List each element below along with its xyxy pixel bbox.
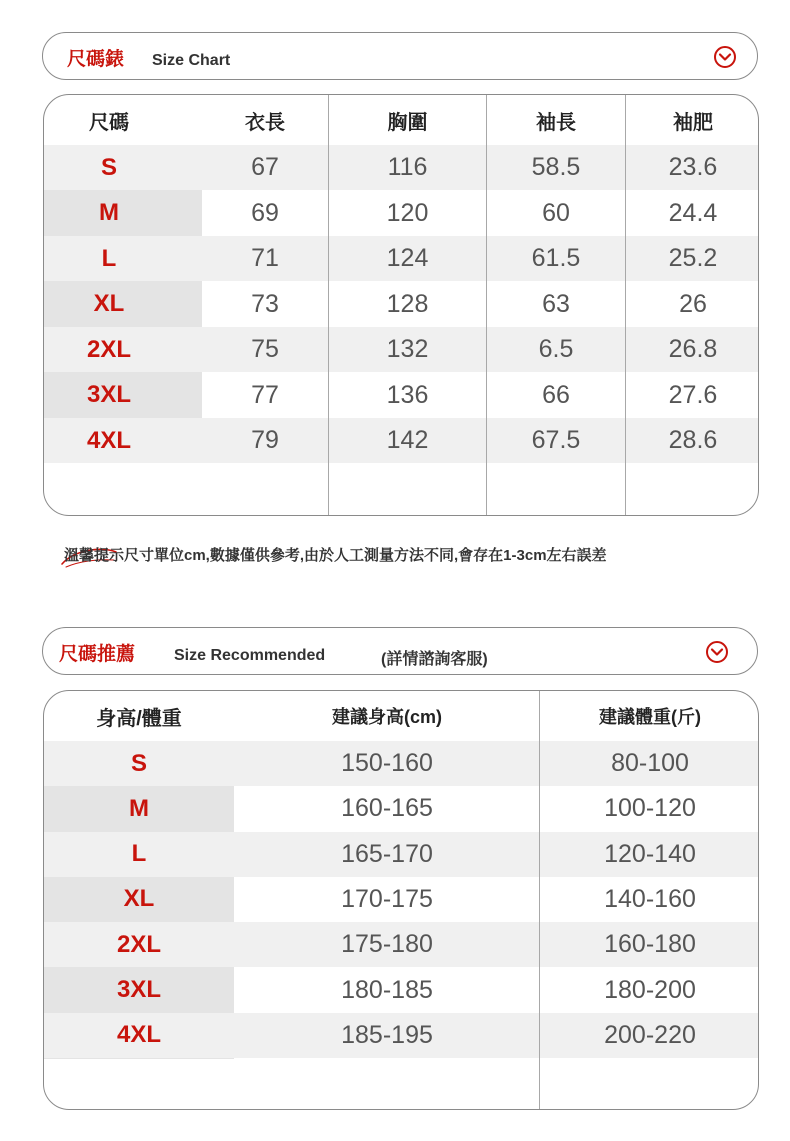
column-header: 袖長	[536, 111, 576, 134]
table-cell: 100-120	[604, 794, 696, 823]
table-cell: 79	[251, 426, 279, 454]
table-cell: 150-160	[341, 749, 433, 777]
table-row	[44, 327, 758, 372]
column-header: 身高/體重	[96, 707, 182, 730]
column-header: 建議身高(cm)	[331, 707, 442, 727]
table-cell: 180-185	[341, 975, 433, 1004]
table-cell: 61.5	[531, 244, 581, 272]
table-cell: 132	[386, 335, 429, 363]
table-cell: 200-220	[604, 1020, 696, 1049]
table-cell: 58.5	[531, 153, 581, 181]
table-cell: 63	[542, 289, 570, 318]
size-label: XL	[123, 885, 155, 913]
table-row	[44, 1013, 758, 1058]
customer-service-note: (詳情諮詢客服)	[381, 651, 488, 668]
size-recommended-title-zh: 尺碼推薦	[59, 644, 136, 665]
table-cell: 25.2	[668, 244, 718, 272]
table-cell: 23.6	[668, 153, 718, 181]
size-label: 2XL	[86, 335, 131, 363]
table-row	[44, 191, 758, 236]
size-label: M	[129, 794, 149, 822]
table-cell: 175-180	[341, 930, 433, 959]
table-cell: 6.5	[538, 335, 574, 363]
table-row	[44, 922, 758, 967]
table-cell: 26.8	[668, 335, 718, 363]
size-label: 4XL	[86, 426, 131, 454]
size-chart-title-zh: 尺碼錶	[67, 49, 125, 70]
table-row	[44, 418, 758, 463]
chevron-down-circle-icon[interactable]	[713, 45, 737, 69]
table-cell: 67	[251, 153, 279, 181]
size-label: 3XL	[116, 976, 161, 1003]
table-cell: 160-180	[604, 930, 696, 959]
size-recommended-header[interactable]	[42, 627, 758, 675]
size-label: M	[99, 199, 119, 226]
size-recommended-table	[43, 690, 759, 1110]
size-label: L	[101, 244, 117, 272]
table-row	[44, 786, 758, 831]
column-divider	[486, 95, 487, 515]
table-cell: 60	[542, 198, 570, 227]
table-cell: 185-195	[341, 1020, 433, 1049]
table-cell: 160-165	[341, 794, 433, 823]
table-cell: 67.5	[531, 426, 581, 454]
table-cell: 27.6	[668, 380, 718, 409]
size-label: S	[100, 153, 117, 181]
size-recommended-title-en: Size Recommended	[174, 647, 326, 664]
table-row	[44, 741, 758, 786]
table-row	[44, 832, 758, 877]
table-cell: 142	[386, 426, 429, 454]
size-label: 4XL	[116, 1021, 161, 1049]
column-header: 建議體重(斤)	[599, 707, 701, 727]
column-divider	[625, 95, 626, 515]
size-chart-table	[43, 94, 759, 516]
table-cell: 124	[386, 244, 429, 272]
column-header: 袖肥	[673, 111, 713, 134]
table-row	[44, 145, 758, 190]
size-chart-title-en: Size Chart	[152, 52, 231, 69]
table-cell: 75	[251, 335, 279, 363]
table-cell: 77	[251, 380, 279, 409]
table-cell: 116	[387, 153, 428, 181]
size-label: 3XL	[86, 381, 131, 408]
table-row	[44, 373, 758, 418]
table-cell: 69	[251, 198, 279, 227]
table-cell: 71	[251, 244, 279, 272]
table-cell: 73	[251, 289, 279, 318]
table-cell: 180-200	[604, 975, 696, 1004]
table-cell: 136	[386, 380, 429, 409]
table-cell: 120-140	[604, 839, 696, 868]
size-label: L	[131, 840, 147, 868]
table-cell: 165-170	[341, 839, 433, 868]
size-chart-header[interactable]	[42, 32, 758, 80]
size-label: XL	[93, 290, 125, 317]
column-divider	[328, 95, 329, 515]
table-row	[44, 968, 758, 1013]
table-row	[44, 877, 758, 922]
tip-text: 溫馨提示尺寸單位cm,數據僅供參考,由於人工測量方法不同,會存在1-3cm左右誤差	[64, 547, 607, 564]
column-header: 胸圍	[387, 111, 428, 134]
column-header: 尺碼	[89, 111, 129, 134]
table-cell: 28.6	[668, 426, 718, 454]
table-cell: 24.4	[668, 198, 718, 227]
table-cell: 170-175	[341, 884, 433, 913]
table-cell: 80-100	[611, 749, 689, 777]
table-row	[44, 282, 758, 327]
table-cell: 128	[386, 289, 429, 318]
table-cell: 140-160	[604, 884, 696, 913]
size-label: 2XL	[116, 930, 161, 958]
table-row	[44, 236, 758, 281]
column-divider	[539, 691, 540, 1109]
size-label: S	[130, 749, 147, 777]
table-cell: 120	[386, 198, 429, 227]
table-cell: 66	[542, 380, 570, 409]
column-header: 衣長	[245, 111, 285, 134]
chevron-down-circle-icon[interactable]	[705, 640, 729, 664]
table-cell: 26	[679, 289, 707, 318]
